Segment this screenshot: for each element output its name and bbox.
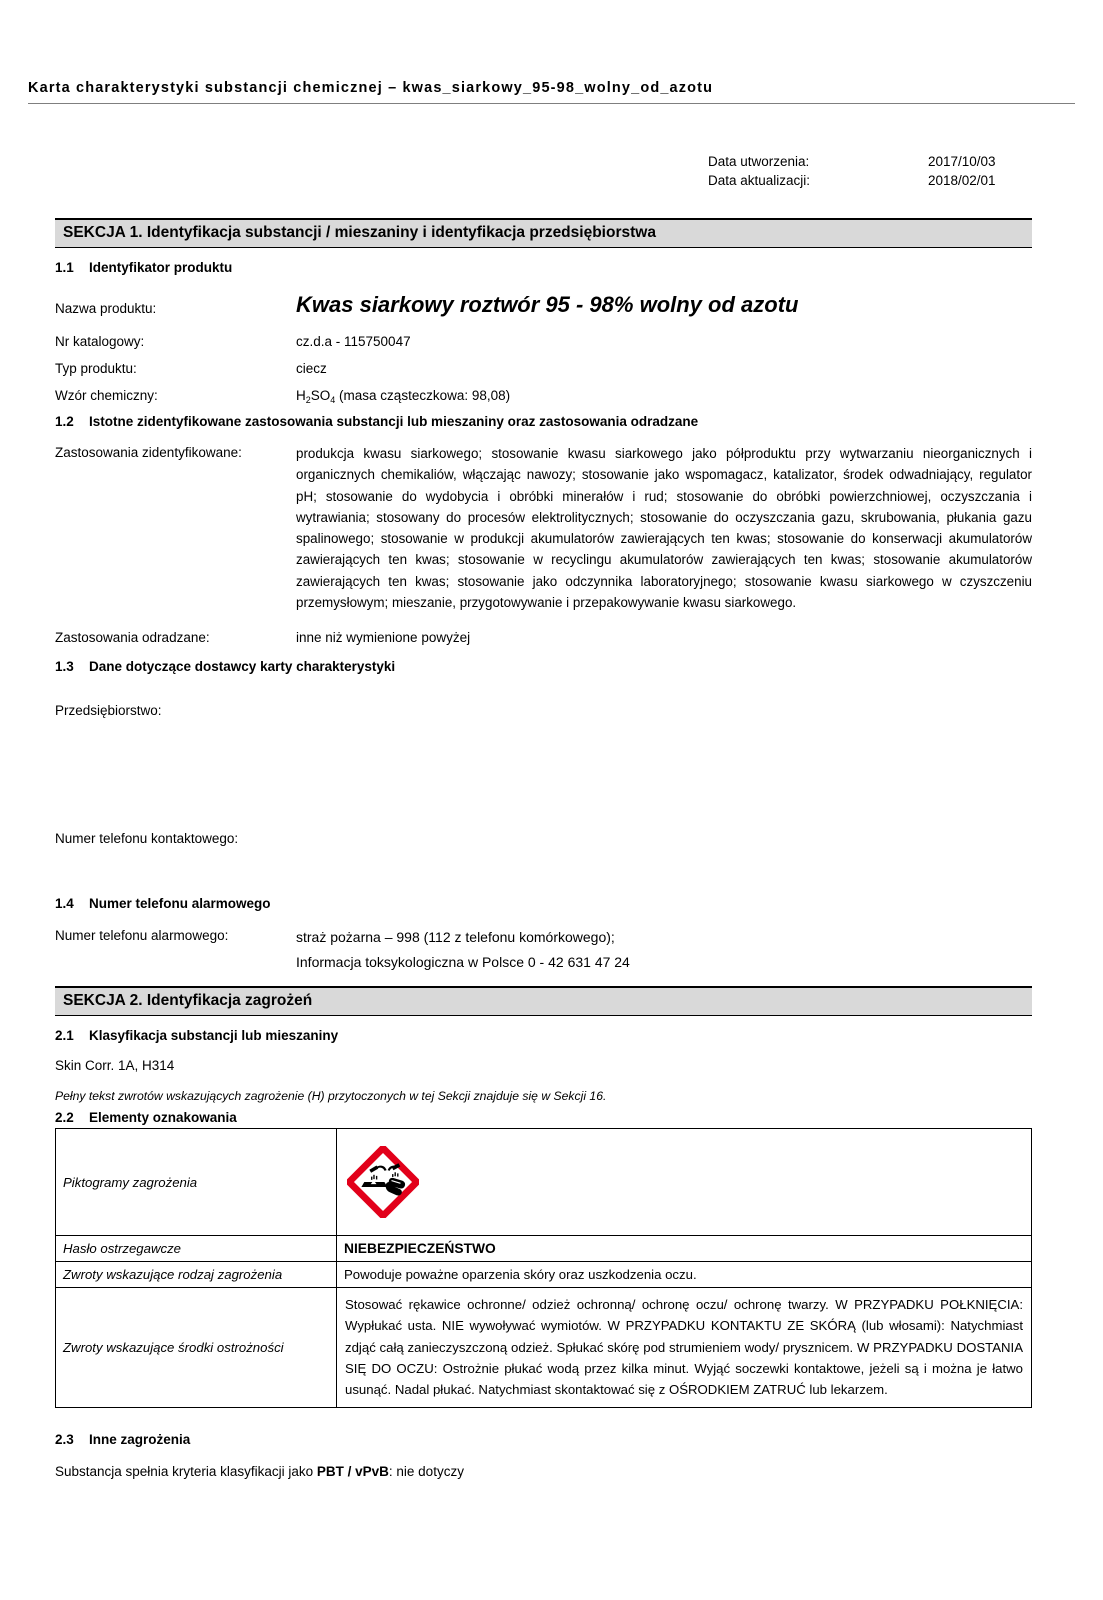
formula-h: H xyxy=(296,388,306,403)
created-date-value: 2017/10/03 xyxy=(928,154,996,169)
subsection-1-1-number: 1.1 xyxy=(55,260,74,275)
subsection-2-2-number: 2.2 xyxy=(55,1110,74,1125)
product-type-label: Typ produktu: xyxy=(55,361,137,376)
pictogram-cell xyxy=(337,1129,1032,1236)
formula-sub-4: 4 xyxy=(330,395,336,405)
document-header xyxy=(28,80,1075,104)
formula-sub-2: 2 xyxy=(305,395,311,405)
precautionary-statements-key: Zwroty wskazujące środki ostrożności xyxy=(56,1288,337,1408)
formula-so: SO xyxy=(310,388,331,403)
hazard-statements-value: Powoduje poważne oparzenia skóry oraz uszkodzenia oczu. xyxy=(337,1262,1032,1288)
classification-value: Skin Corr. 1A, H314 xyxy=(55,1058,175,1073)
subsection-1-4-heading xyxy=(55,896,271,911)
signal-word-key: Hasło ostrzegawcze xyxy=(56,1236,337,1262)
table-row-pictogram xyxy=(56,1129,1032,1236)
emergency-phone-line-1: straż pożarna – 998 (112 z telefonu komórkowego); xyxy=(296,929,615,945)
section-2-header: SEKCJA 2. Identyfikacja zagrożeń xyxy=(55,986,1032,1016)
subsection-1-4-number: 1.4 xyxy=(55,896,74,911)
table-row-precautionary-statements xyxy=(56,1288,1032,1408)
subsection-1-3-heading xyxy=(55,659,395,674)
ghs05-corrosion-icon xyxy=(347,1146,419,1218)
created-date-label: Data utworzenia: xyxy=(708,154,810,169)
precautionary-statements-value: Stosować rękawice ochronne/ odzież ochronną/ ochronę oczu/ ochronę twarzy. W PRZYPADKU POŁKNIĘCIA: Wypłukać usta. NIE wywoływać wymiotów. W PRZYPADKU KONTAKTU ZE SKÓRĄ (lub włosami): Natychmiast zdjąć całą zanieczyszczoną odzież. Spłukać skórę pod strumieniem wody/ prysznicem. W PRZYPADKU DOSTANIA SIĘ DO OCZU: Ostrożnie płukać wodą przez kilka minut. Wyjąć soczewki kontaktowe, jeżeli są i można je łatwo usunąć. Nadal płukać. Natychmiast skontaktować się z OŚRODKIEM ZATRUĆ lub lekarzem. xyxy=(337,1288,1032,1408)
emergency-phone-line-2: Informacja toksykologiczna w Polsce 0 - 42 631 47 24 xyxy=(296,954,630,970)
label-elements-table xyxy=(55,1128,1032,1408)
product-type-value: ciecz xyxy=(296,361,327,376)
subsection-1-4-title: Numer telefonu alarmowego xyxy=(89,896,271,911)
subsection-2-3-title: Inne zagrożenia xyxy=(89,1432,191,1447)
subsection-1-3-number: 1.3 xyxy=(55,659,74,674)
product-name-label: Nazwa produktu: xyxy=(55,301,157,316)
contact-phone-label: Numer telefonu kontaktowego: xyxy=(55,831,239,846)
subsection-2-1-title: Klasyfikacja substancji lub mieszaniny xyxy=(89,1028,339,1043)
pictogram-key: Piktogramy zagrożenia xyxy=(56,1129,337,1236)
subsection-1-3-title: Dane dotyczące dostawcy karty charakterystyki xyxy=(89,659,396,674)
updated-date-value: 2018/02/01 xyxy=(928,173,996,188)
signal-word-value: NIEBEZPIECZEŃSTWO xyxy=(337,1236,1032,1262)
subsection-1-1-heading xyxy=(55,260,232,275)
product-name-value: Kwas siarkowy roztwór 95 - 98% wolny od azotu xyxy=(296,292,799,317)
subsection-1-2-number: 1.2 xyxy=(55,414,74,429)
classification-footnote: Pełny tekst zwrotów wskazujących zagrożenie (H) przytoczonych w tej Sekcji znajduje się w Sekcji 16. xyxy=(55,1089,607,1103)
formula-molar-mass: (masa cząsteczkowa: 98,08) xyxy=(335,388,511,403)
emergency-phone-value xyxy=(296,925,630,975)
other-hazards-pbt-vpvb: PBT / vPvB xyxy=(316,1464,389,1479)
identified-uses-label: Zastosowania zidentyfikowane: xyxy=(55,445,242,460)
chemical-formula-label: Wzór chemiczny: xyxy=(55,388,158,403)
subsection-2-3-heading xyxy=(55,1432,190,1447)
advised-against-uses-label: Zastosowania odradzane: xyxy=(55,630,210,645)
advised-against-uses-value: inne niż wymienione powyżej xyxy=(296,630,471,645)
other-hazards-statement xyxy=(55,1464,464,1479)
subsection-1-2-heading xyxy=(55,414,698,429)
chemical-formula-value xyxy=(296,388,510,403)
subsection-2-1-heading xyxy=(55,1028,338,1043)
subsection-2-3-number: 2.3 xyxy=(55,1432,74,1447)
updated-date-label: Data aktualizacji: xyxy=(708,173,811,188)
table-row-hazard-statements xyxy=(56,1262,1032,1288)
identified-uses-value: produkcja kwasu siarkowego; stosowanie kwasu siarkowego jako półproduktu przy wytwarzaniu nieorganicznych i organicznych chemikaliów, włączając nawozy; stosowanie jako wspomagacz, katalizator, środek odwadniający, regulator pH; stosowanie do wydobycia i obróbki minerałów i rud; stosowanie do obróbki powierzchniowej, oczyszczania i wytrawiania; stosowany do procesów elektrolitycznych; stosowanie do oczyszczania gazu, skrubowania, płukania gazu spalinowego; stosowanie w produkcji akumulatorów zawierających ten kwas; stosowanie do konserwacji akumulatorów zawierających ten kwas; stosowanie w recyclingu akumulatorów zawierających ten kwas; stosowanie akumulatorów zawierających ten kwas; stosowanie jako odczynnika laboratoryjnego; stosowanie kwasu siarkowego w czyszczeniu przemysłowym; mieszanie, przygotowywanie i przepakowywanie kwasu siarkowego. xyxy=(296,446,1032,611)
hazard-statements-key: Zwroty wskazujące rodzaj zagrożenia xyxy=(56,1262,337,1288)
other-hazards-prefix: Substancja spełnia kryteria klasyfikacji jako xyxy=(55,1464,317,1479)
section-1-header: SEKCJA 1. Identyfikacja substancji / mieszaniny i identyfikacja przedsiębiorstwa xyxy=(55,218,1032,248)
updated-date-row xyxy=(708,171,1048,190)
subsection-2-1-number: 2.1 xyxy=(55,1028,74,1043)
created-date-row xyxy=(708,152,1048,171)
subsection-2-2-heading xyxy=(55,1110,237,1125)
other-hazards-suffix: : nie dotyczy xyxy=(388,1464,464,1479)
subsection-1-2-title: Istotne zidentyfikowane zastosowania substancji lub mieszaniny oraz zastosowania odradzane xyxy=(89,414,699,429)
company-label: Przedsiębiorstwo: xyxy=(55,703,162,718)
subsection-1-1-title: Identyfikator produktu xyxy=(89,260,233,275)
document-dates xyxy=(708,152,1048,190)
emergency-phone-label: Numer telefonu alarmowego: xyxy=(55,928,229,943)
document-title: Karta charakterystyki substancji chemicznej – kwas_siarkowy_95-98_wolny_od_azotu xyxy=(28,80,714,96)
subsection-2-2-title: Elementy oznakowania xyxy=(89,1110,237,1125)
catalog-number-label: Nr katalogowy: xyxy=(55,334,145,349)
table-row-signal-word xyxy=(56,1236,1032,1262)
catalog-number-value: cz.d.a - 115750047 xyxy=(296,334,411,349)
